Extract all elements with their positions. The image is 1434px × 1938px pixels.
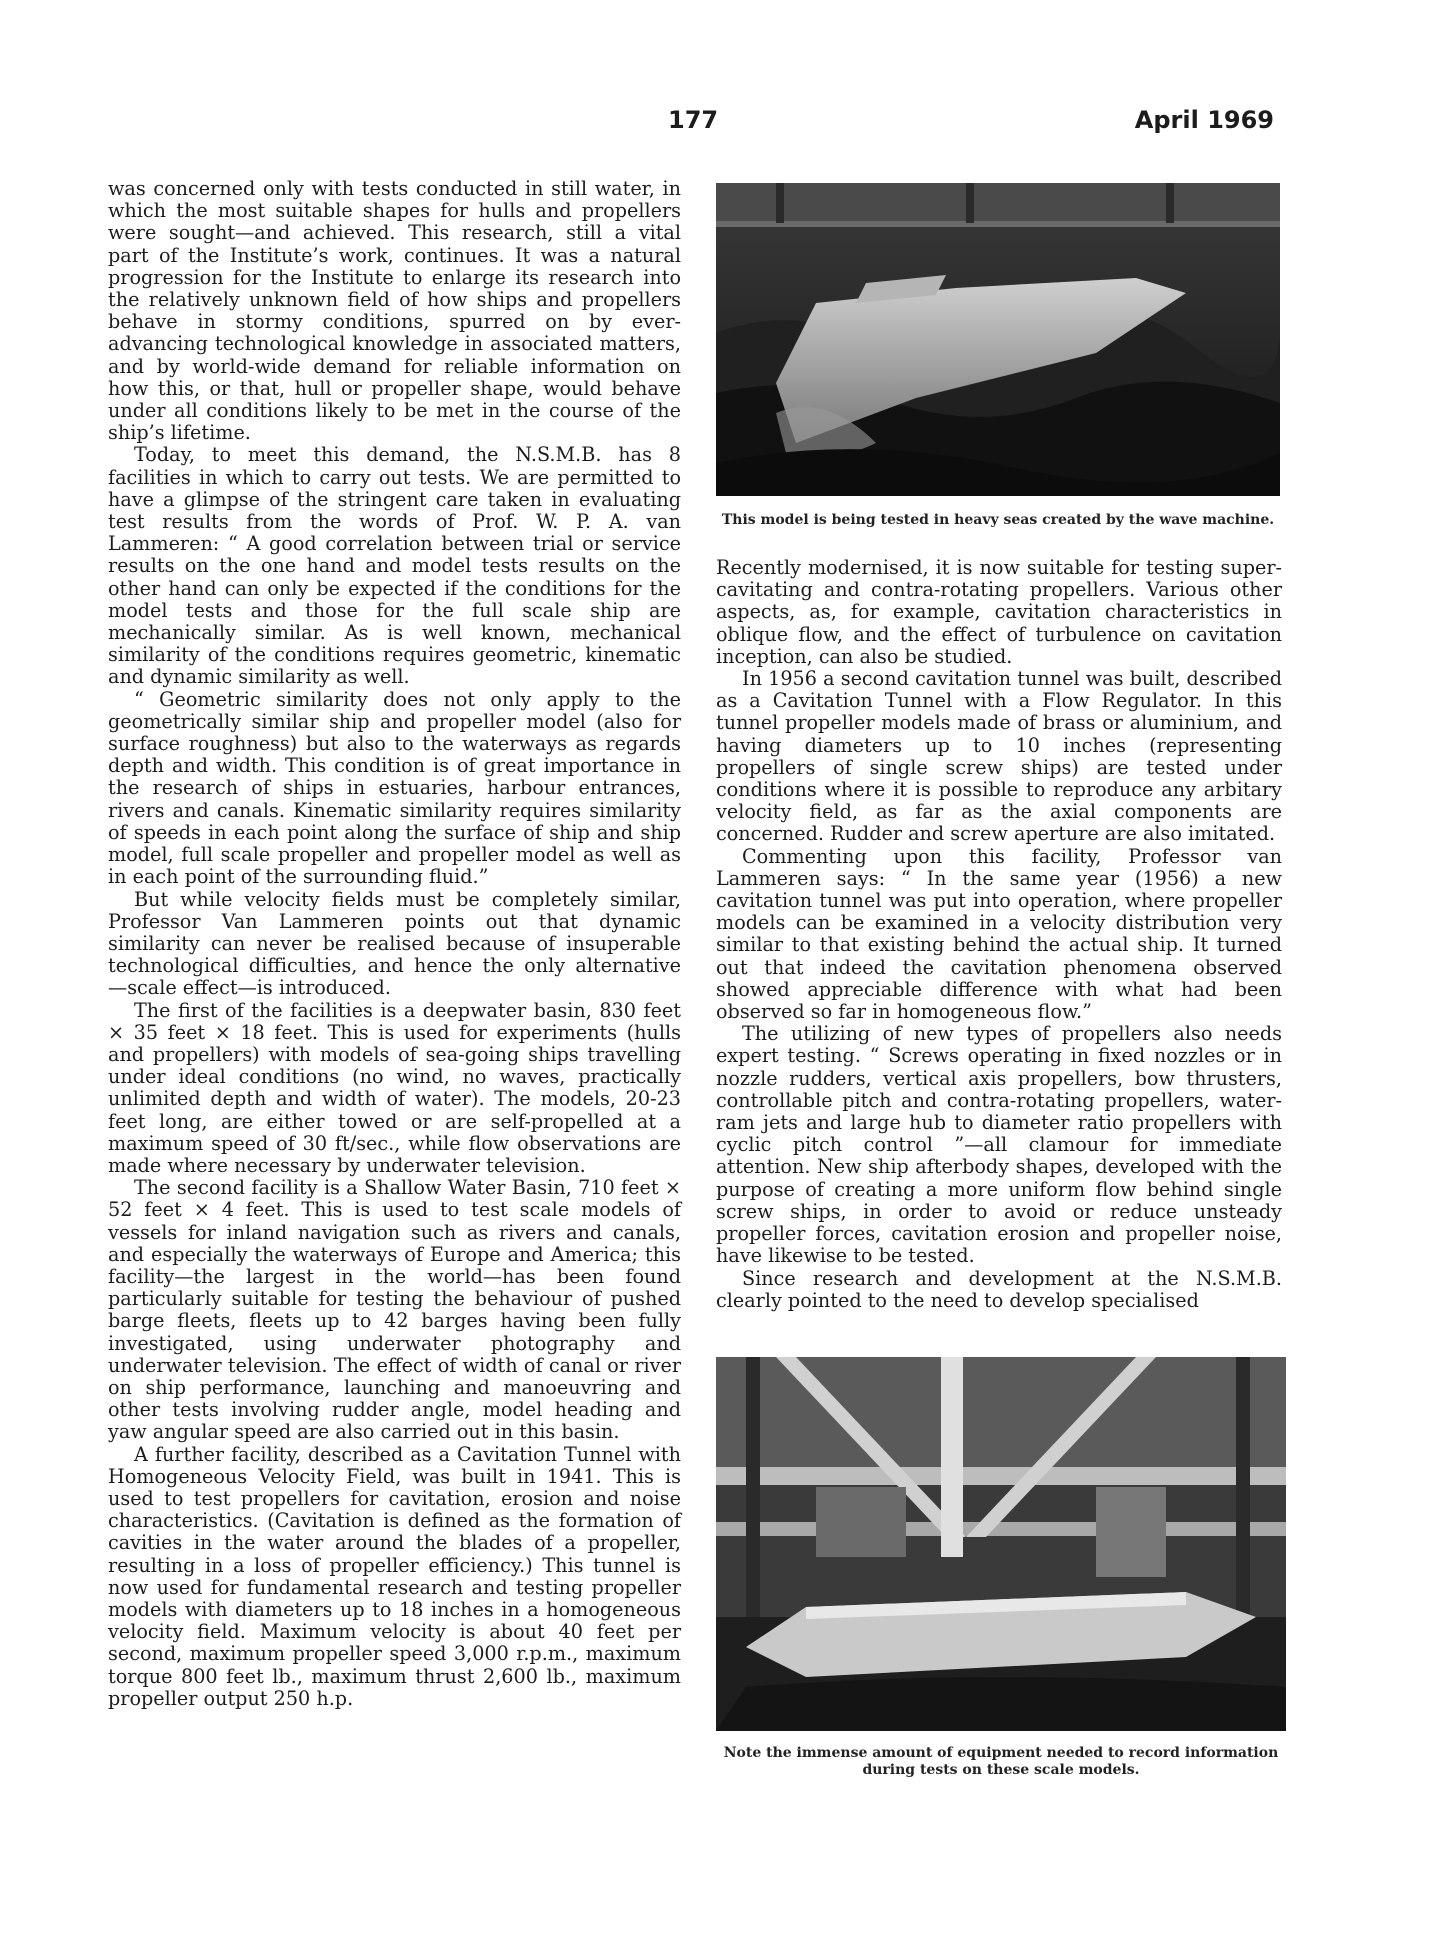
paragraph: A further facility, described as a Cavitation Tunnel with Homogeneous Velocity Field, was built in 1941. This is used to test propellers for cavitation, erosion and noise characteristics. (Cavitation is defined as the formation of cavities in the water around the blades of a propeller, resulting in a loss of propeller efficiency.) This tunnel is now used for fundamental research and testing propeller models with diameters up to 18 inches in a homogeneous velocity field. Maximum velocity is about 40 feet per second, maximum propeller speed 3,000 r.p.m., maximum torque 800 feet lb., maximum thrust 2,600 lb., maximum propeller output 250 h.p. (108, 1442, 681, 1710)
paragraph: The first of the facilities is a deepwater basin, 830 feet × 35 feet × 18 feet. This is used for experiments (hulls and propellers) with models of sea-going ships travelling under ideal conditions (no wind, no waves, practically unlimited depth and width of water). The models, 20-23 feet long, are either towed or are self-propelled at a maximum speed of 30 ft/sec., while flow observations are made where necessary by underwater television. (108, 998, 681, 1177)
right-column-top (716, 557, 1282, 1312)
paragraph: The second facility is a Shallow Water Basin, 710 feet × 52 feet × 4 feet. This is used to test scale models of vessels for inland navigation such as rivers and canals, and especially the waterways of Europe and America; this facility—the largest in the world—has been found particularly suitable for testing the behaviour of pushed barge fleets, fleets up to 42 barges having been fully investigated, using underwater photography and underwater television. The effect of width of canal or river on ship performance, launching and manoeuvring and other tests involving rudder angle, model heading and yaw angular speed are also carried out in this basin. (108, 1176, 681, 1444)
paragraph: Today, to meet this demand, the N.S.M.B. has 8 facilities in which to carry out tests. We are permitted to have a glimpse of the stringent care taken in evaluating test results from the words of Prof. W. P. A. van Lammeren: “ A good correlation between trial or service results on the one hand and model tests results on the other hand can only be expected if the conditions for the model tests and those for the full scale ship are mechanically similar. As is well known, mechanical similarity of the conditions requires geometric, kinematic and dynamic similarity as well. (108, 443, 681, 689)
paragraph: Recently modernised, it is now suitable for testing super-cavitating and contra-rotating propellers. Various other aspects, as, for example, cavitation characteristics in oblique flow, and the effect of turbulence on cavitation inception, can also be studied. (716, 556, 1282, 668)
paragraph: The utilizing of new types of propellers also needs expert testing. “ Screws operating in fixed nozzles or in nozzle rudders, vertical axis propellers, bow thrusters, controllable pitch and contra-rotating propellers, water-ram jets and large hub to diameter ratio propellers with cyclic pitch control ”—all clamour for immediate attention. New ship afterbody shapes, developed with the purpose of creating a more uniform flow behind single screw ships, in order to avoid or reduce unsteady propeller forces, cavitation erosion and propeller noise, have likewise to be tested. (716, 1022, 1282, 1268)
paragraph: But while velocity fields must be completely similar, Professor Van Lammeren points out that dynamic similarity can never be realised because of insuperable technological difficulties, and hence the only alternative —scale effect—is introduced. (108, 887, 681, 1000)
wave-test-photo (716, 183, 1280, 496)
figure-caption: This model is being tested in heavy seas created by the wave machine. (721, 512, 1275, 528)
paragraph: Commenting upon this facility, Professor van Lammeren says: “ In the same year (1956) a new cavitation tunnel was put into operation, where propeller models can be examined in a velocity distribution very similar to that existing behind the actual ship. It turned out that indeed the cavitation phenomena observed showed appreciable difference with what had been observed so far in homogeneous flow.” (716, 844, 1282, 1024)
test-equipment-photo (716, 1357, 1286, 1731)
figure-caption: Note the immense amount of equipment needed to record information during tests on these scale models. (723, 1745, 1279, 1778)
page-number: 177 (668, 106, 719, 134)
left-column (108, 178, 681, 1710)
paragraph: “ Geometric similarity does not only apply to the geometrically similar ship and propeller model (also for surface roughness) but also to the waterways as regards depth and width. This condition is of great importance in the research of ships in estuaries, harbour entrances, rivers and canals. Kinematic similarity requires similarity of speeds in each point along the surface of ship and ship model, full scale propeller and propeller model as well as in each point of the surrounding fluid.” (108, 687, 681, 889)
paragraph: In 1956 a second cavitation tunnel was built, described as a Cavitation Tunnel with a Flow Regulator. In this tunnel propeller models made of brass or aluminium, and having diameters up to 10 inches (representing propellers of single screw ships) are tested under conditions where it is possible to reproduce any arbitary velocity field, as far as the axial components are concerned. Rudder and screw aperture are also imitated. (716, 667, 1282, 846)
paragraph: Since research and development at the N.S.M.B. clearly pointed to the need to develop specialised (716, 1266, 1282, 1312)
issue-date: April 1969 (1134, 106, 1274, 134)
paragraph: was concerned only with tests conducted in still water, in which the most suitable shapes for hulls and propellers were sought—and achieved. This research, still a vital part of the Institute’s work, continues. It was a natural progression for the Institute to enlarge its research into the relatively unknown field of how ships and propellers behave in stormy conditions, spurred on by ever-advancing technological knowledge in associated matters, and by world-wide demand for reliable information on how this, or that, hull or propeller shape, would behave under all conditions likely to be met in the course of the ship’s lifetime. (108, 177, 681, 445)
